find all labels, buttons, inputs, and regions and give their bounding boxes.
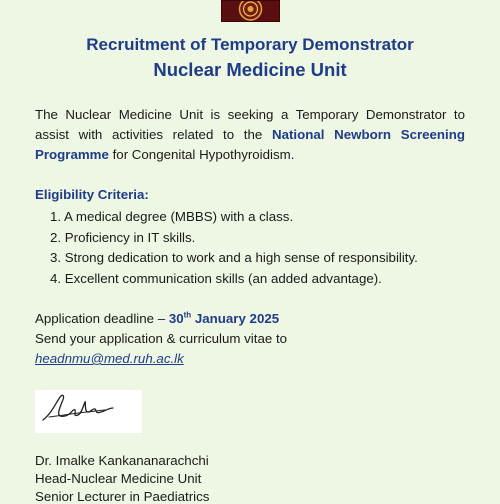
signatory-position: Senior Lecturer in Paediatrics xyxy=(35,489,210,504)
signatory-name: Dr. Imalke Kankananarachchi xyxy=(35,453,209,468)
deadline-day: 30 xyxy=(168,311,184,326)
signatory-role: Head-Nuclear Medicine Unit xyxy=(35,471,202,486)
intro-paragraph xyxy=(35,105,465,165)
list-item: 3. Strong dedication to work and a high sense of responsibility. xyxy=(50,250,418,265)
page-title: Recruitment of Temporary Demonstrator xyxy=(86,35,414,54)
list-item: 1. A medical degree (MBBS) with a class. xyxy=(50,209,294,224)
page-subtitle: Nuclear Medicine Unit xyxy=(153,59,347,80)
eligibility-heading: Eligibility Criteria: xyxy=(35,187,149,202)
application-deadline xyxy=(35,311,279,326)
send-instructions: Send your application & curriculum vitae to xyxy=(35,331,288,346)
intro-text-end: for Congenital Hypothyroidism. xyxy=(108,147,295,162)
university-logo xyxy=(221,0,280,22)
intro-text-start: The Nuclear Medicine Unit is seeking a Temporary Demonstrator to assist with activities related to the xyxy=(35,107,465,142)
list-item: 4. Excellent communication skills (an added advantage). xyxy=(50,270,382,286)
eligibility-list xyxy=(50,207,418,289)
list-item: 2. Proficiency in IT skills. xyxy=(50,229,196,245)
programme-name: National Newborn Screening Programme xyxy=(35,127,465,162)
deadline-label: Application deadline – xyxy=(35,311,169,326)
deadline-month-year: January 2025 xyxy=(191,311,280,326)
signature-image xyxy=(35,390,142,433)
email-link[interactable]: headnmu@med.ruh.ac.lk xyxy=(35,351,184,366)
deadline-day-suffix: th xyxy=(183,310,192,320)
